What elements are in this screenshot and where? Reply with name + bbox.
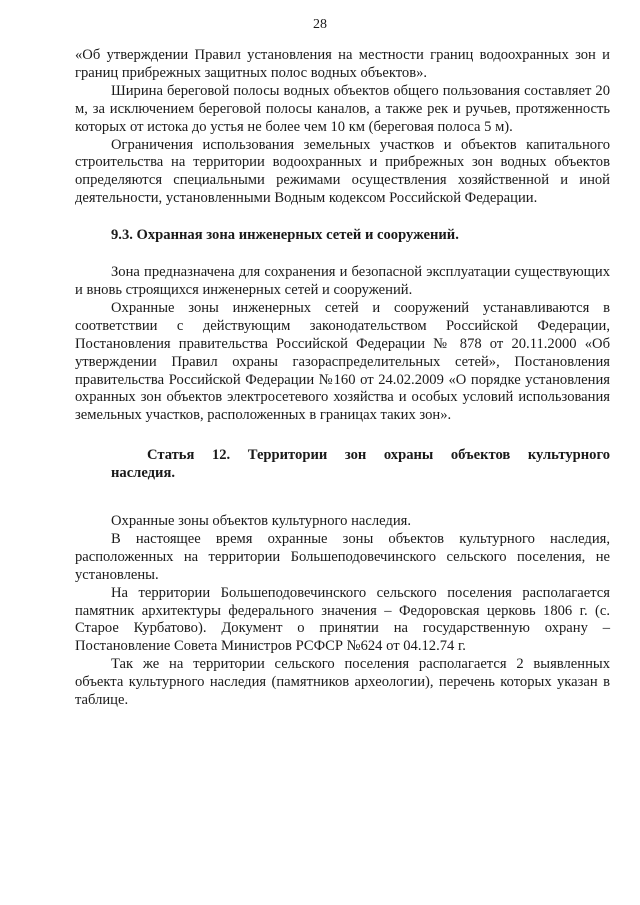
article-12-heading: Статья 12. Территории зон охраны объектов культурного наследия. — [111, 447, 610, 482]
document-body — [75, 47, 610, 710]
paragraph-heritage-zones: Охранные зоны объектов культурного наследия. — [111, 513, 412, 530]
paragraph-zone-purpose: Зона предназначена для сохранения и безопасной эксплуатации существующих и вновь строящихся инженерных сетей и сооружений. — [75, 264, 610, 298]
section-heading-9-3: 9.3. Охранная зона инженерных сетей и сооружений. — [111, 227, 459, 244]
paragraph-engineering-zones: Охранные зоны инженерных сетей и сооружений устанавливаются в соответствии с действующим законодательством Российской Федерации, Постановления правительства Российской Федерации № 878 от 20.11.2000 «Об утверждении Правил охраны газораспределительных сетей», Постановления правительства Российской Федерации №160 от 24.02.2009 «О порядке установления охранных зон объектов электросетевого хозяйства и особых условий использования земельных участков, расположенных в границах таких зон». — [75, 299, 610, 424]
paragraph-land-use-restrictions: Ограничения использования земельных участков и объектов капитального строительства на территории водоохранных и прибрежных зон водных объектов определяются специальными режимами осуществления хозяйственной и иной деятельности, установленными Водным кодексом Российской Федерации. — [75, 136, 610, 207]
paragraph-water-rules-title: «Об утверждении Правил установления на местности границ водоохранных зон и границ прибрежных защитных полос водных объектов». — [75, 47, 610, 81]
paragraph-zones-not-established: В настоящее время охранные зоны объектов культурного наследия, расположенных на территории Большеподовечинского сельского поселения, не установлены. — [75, 530, 610, 583]
paragraph-archaeology-objects: Так же на территории сельского поселения располагается 2 выявленных объекта культурного наследия (памятников археологии), перечень которых указан в таблице. — [75, 656, 610, 709]
paragraph-shore-strip-width: Ширина береговой полосы водных объектов общего пользования составляет 20 м, за исключением береговой полосы каналов, а также рек и ручьев, протяженность которых от истока до устья не более чем 10 км (береговая полоса 5 м). — [75, 82, 610, 135]
paragraph-architecture-monument: На территории Большеподовечинского сельского поселения располагается памятник архитектуры федерального значения – Федоровская церковь 1806 г. (с. Старое Курбатово). Документ о принятии на государственную охрану – Постановление Совета Министров РСФСР №624 от 04.12.74 г. — [75, 584, 610, 655]
page-number: 28 — [313, 17, 327, 32]
